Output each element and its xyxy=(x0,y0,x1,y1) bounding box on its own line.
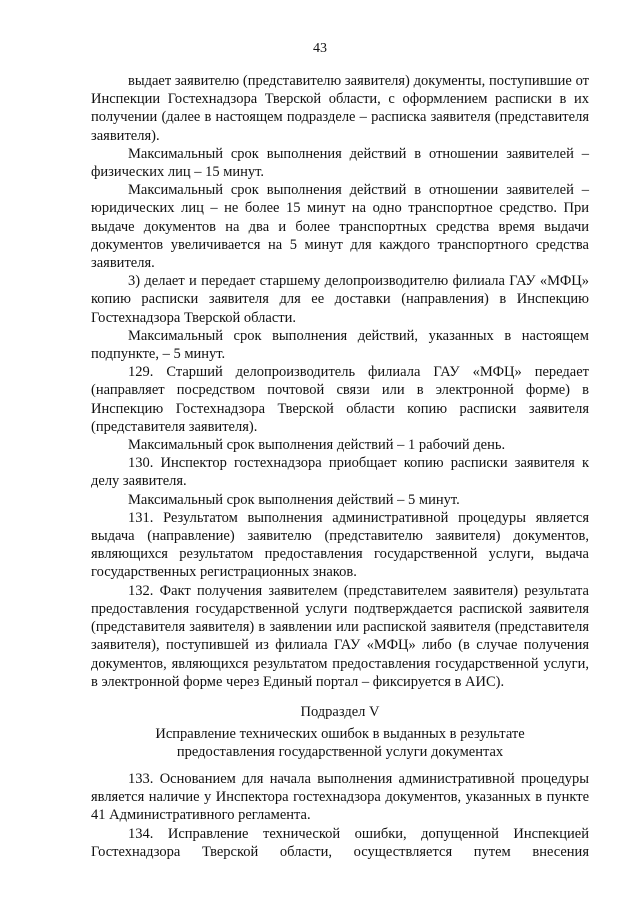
body-text-upper xyxy=(91,72,589,691)
paragraph-max-time-1-day: Максимальный срок выполнения действий – 1 рабочий день. xyxy=(128,437,506,454)
page-number: 43 xyxy=(313,41,327,56)
section-subtitle-line-1: Исправление технических ошибок в выданных в результате xyxy=(155,725,525,742)
paragraph-133: 133. Основанием для начала выполнения административной процедуры является наличие у Инспектора гостехнадзора документов, указанных в пункте 41 Административного регламента. xyxy=(91,771,589,824)
paragraph-132: 132. Факт получения заявителем (представителем заявителя) результата предоставления государственной услуги подтверждается распиской заявителя (представителя заявителя) в заявлении или распиской заявителя (представителя заявителя), поступившей из филиала ГАУ «МФЦ» либо (в случае получения документов, являющихся результатом предоставления государственной услуги, в электронной форме через Единый портал – фиксируется в АИС). xyxy=(91,582,589,690)
body-text-lower xyxy=(91,770,589,861)
section-title: Подраздел V xyxy=(300,704,380,720)
paragraph-issue-documents: выдает заявителю (представителю заявителя) документы, поступившие от Инспекции Гостехнадзора Тверской области, с оформлением расписки в их получении (далее в настоящем подразделе – расписка заявителя (представителя заявителя). xyxy=(91,73,589,144)
paragraph-134: 134. Исправление технической ошибки, допущенной Инспекцией Гостехнадзора Тверской области, осуществляется путем внесения xyxy=(91,825,589,860)
paragraph-max-time-legal-entities: Максимальный срок выполнения действий в отношении заявителей – юридических лиц – не более 15 минут на одно транспортное средство. При выдаче документов на два и более транспортных средства время выдачи документов увеличивается на 5 минут для каждого транспортного средства заявителя. xyxy=(91,182,589,272)
paragraph-max-time-individuals: Максимальный срок выполнения действий в отношении заявителей – физических лиц – 15 минут. xyxy=(91,145,589,181)
paragraph-130: 130. Инспектор гостехнадзора приобщает копию расписки заявителя к делу заявителя. xyxy=(91,455,589,490)
paragraph-131: 131. Результатом выполнения административной процедуры является выдача (направление) заявителю (представителю заявителя) документов, являющихся результатом предоставления государственной услуги, выдача государственных регистрационных знаков. xyxy=(91,509,589,581)
paragraph-129: 129. Старший делопроизводитель филиала ГАУ «МФЦ» передает (направляет посредством почтовой связи или в электронной форме) в Инспекцию Гостехнадзора Тверской области копию расписки заявителя (представителя заявителя). xyxy=(91,364,589,435)
paragraph-item-3: 3) делает и передает старшему делопроизводителю филиала ГАУ «МФЦ» копию расписки заявителя для ее доставки (направления) в Инспекцию Гостехнадзора Тверской области. xyxy=(91,273,589,326)
paragraph-max-time-subpoint: Максимальный срок выполнения действий, указанных в настоящем подпункте, – 5 минут. xyxy=(91,327,589,363)
paragraph-max-time-5-min: Максимальный срок выполнения действий – 5 минут. xyxy=(128,491,460,508)
section-subtitle-line-2: предоставления государственной услуги документах xyxy=(176,744,504,760)
section-heading xyxy=(91,703,589,762)
